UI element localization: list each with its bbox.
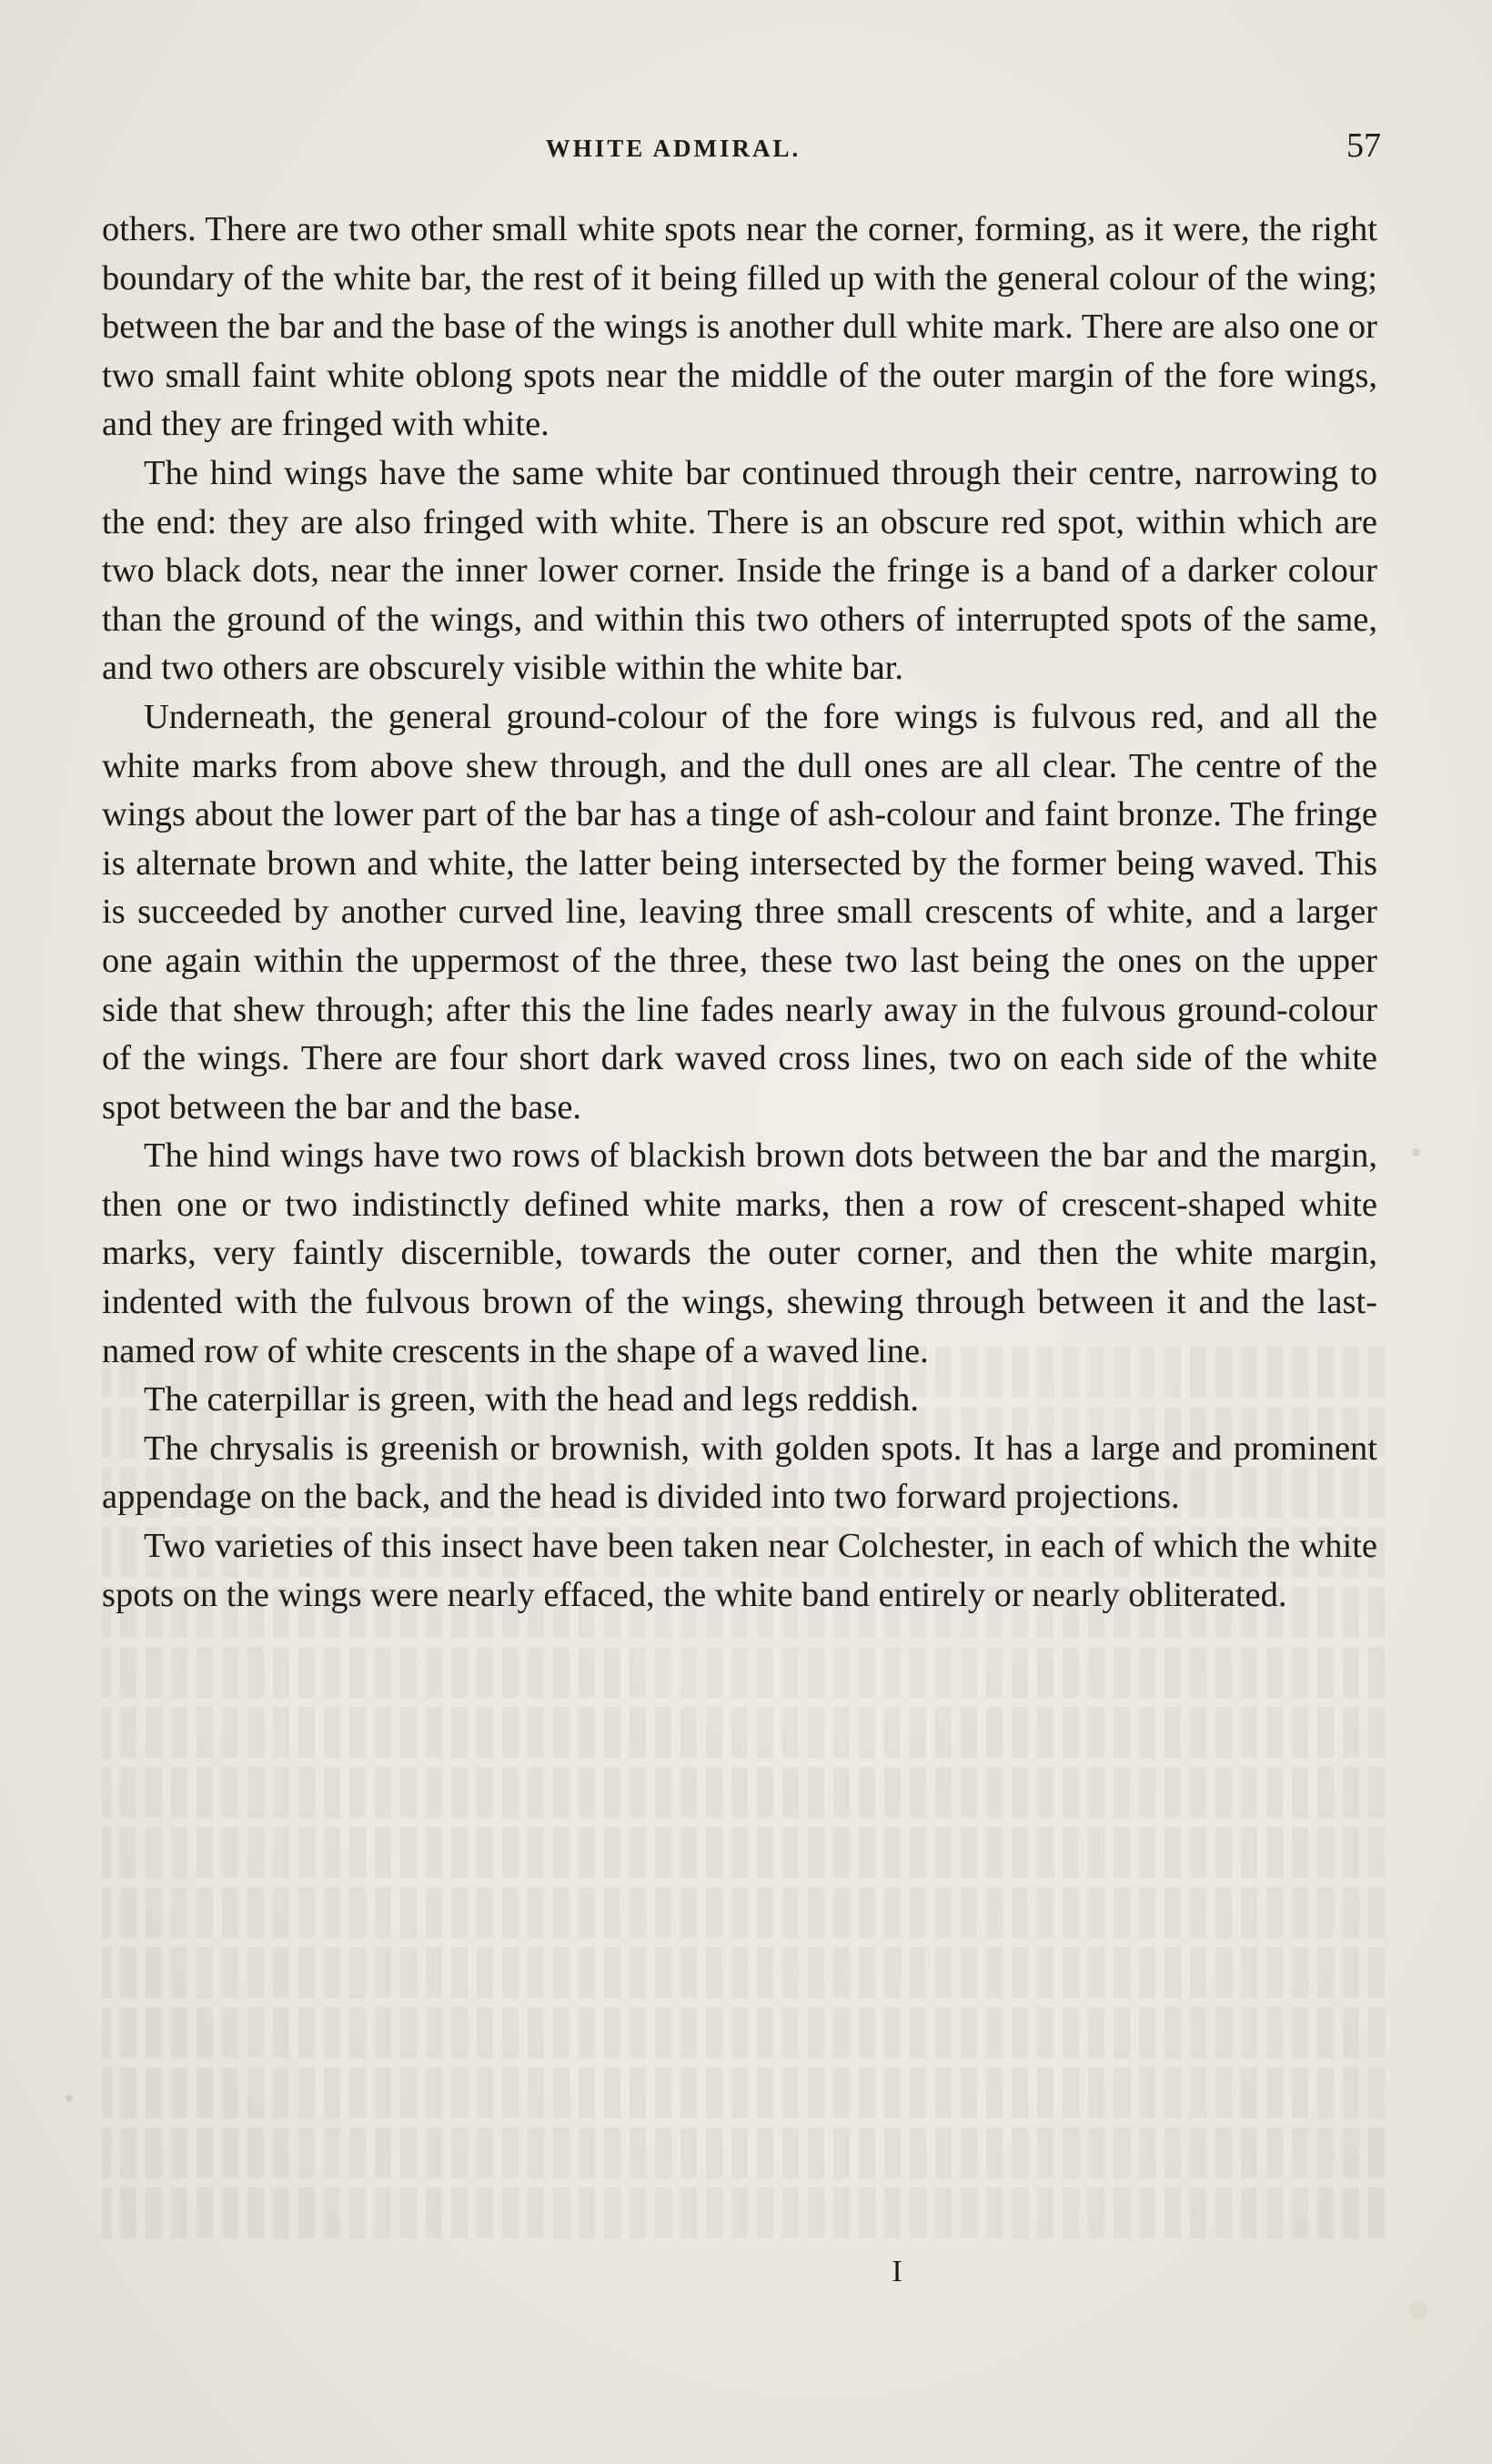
page-number: 57 (1346, 126, 1381, 165)
paragraph: The chrysalis is greenish or brownish, with golden spots. It has a large and prominent appendage on the back, and the head is divided into two forward projections. (102, 1429, 1377, 1517)
paper-speck (66, 2095, 73, 2102)
paragraph: The hind wings have two rows of blackish brown dots between the bar and the margin, then one or two indistinctly defined white marks, then a row of crescent-shaped white marks, very faintly discernible, towards the outer corner, and then the white margin, indented with the fulvous brown of the wings, shewing through between it and the last-named row of white crescents in the shape of a waved line. (102, 1136, 1377, 1370)
paper-speck (1412, 1148, 1420, 1156)
running-title: WHITE ADMIRAL. (545, 135, 801, 162)
running-head (0, 126, 1492, 171)
signature-mark: I (892, 2255, 902, 2288)
paper-speck (1408, 2300, 1428, 2320)
paragraph: others. There are two other small white spots near the corner, forming, as it were, the right boundary of the white bar, the rest of it being filled up with the general colour of the wing; between the bar and the base of the wings is another dull white mark. There are also one or two small faint white oblong spots near the middle of the outer margin of the fore wings, and they are fringed with white. (102, 210, 1377, 444)
paragraph: Underneath, the general ground-colour of the fore wings is fulvous red, and all the white marks from above shew through, and the dull ones are all clear. The centre of the wings about the lower part of the bar has a tinge of ash-colour and faint bronze. The fringe is alternate brown and white, the latter being intersected by the former being waved. This is succeeded by another curved line, leaving three small crescents of white, and a larger one again within the uppermost of the three, these two last being the ones on the upper side that shew through; after this the line fades nearly away in the fulvous ground-colour of the wings. There are four short dark waved cross lines, two on each side of the white spot between the bar and the base. (102, 697, 1377, 1126)
paragraph: The caterpillar is green, with the head and legs reddish. (144, 1380, 920, 1419)
paragraph: Two varieties of this insect have been taken near Colchester, in each of which the white spots on the wings were nearly effaced, the white band entirely or nearly obliterated. (102, 1527, 1377, 1614)
paragraph: The hind wings have the same white bar continued through their centre, narrowing to the end: they are also fringed with white. There is an obscure red spot, within which are two black dots, near the inner lower corner. Inside the fringe is a band of a darker colour than the ground of the wings, and within this two others of interrupted spots of the same, and two others are obscurely visible within the white bar. (102, 453, 1377, 688)
body-text (102, 206, 1377, 1620)
